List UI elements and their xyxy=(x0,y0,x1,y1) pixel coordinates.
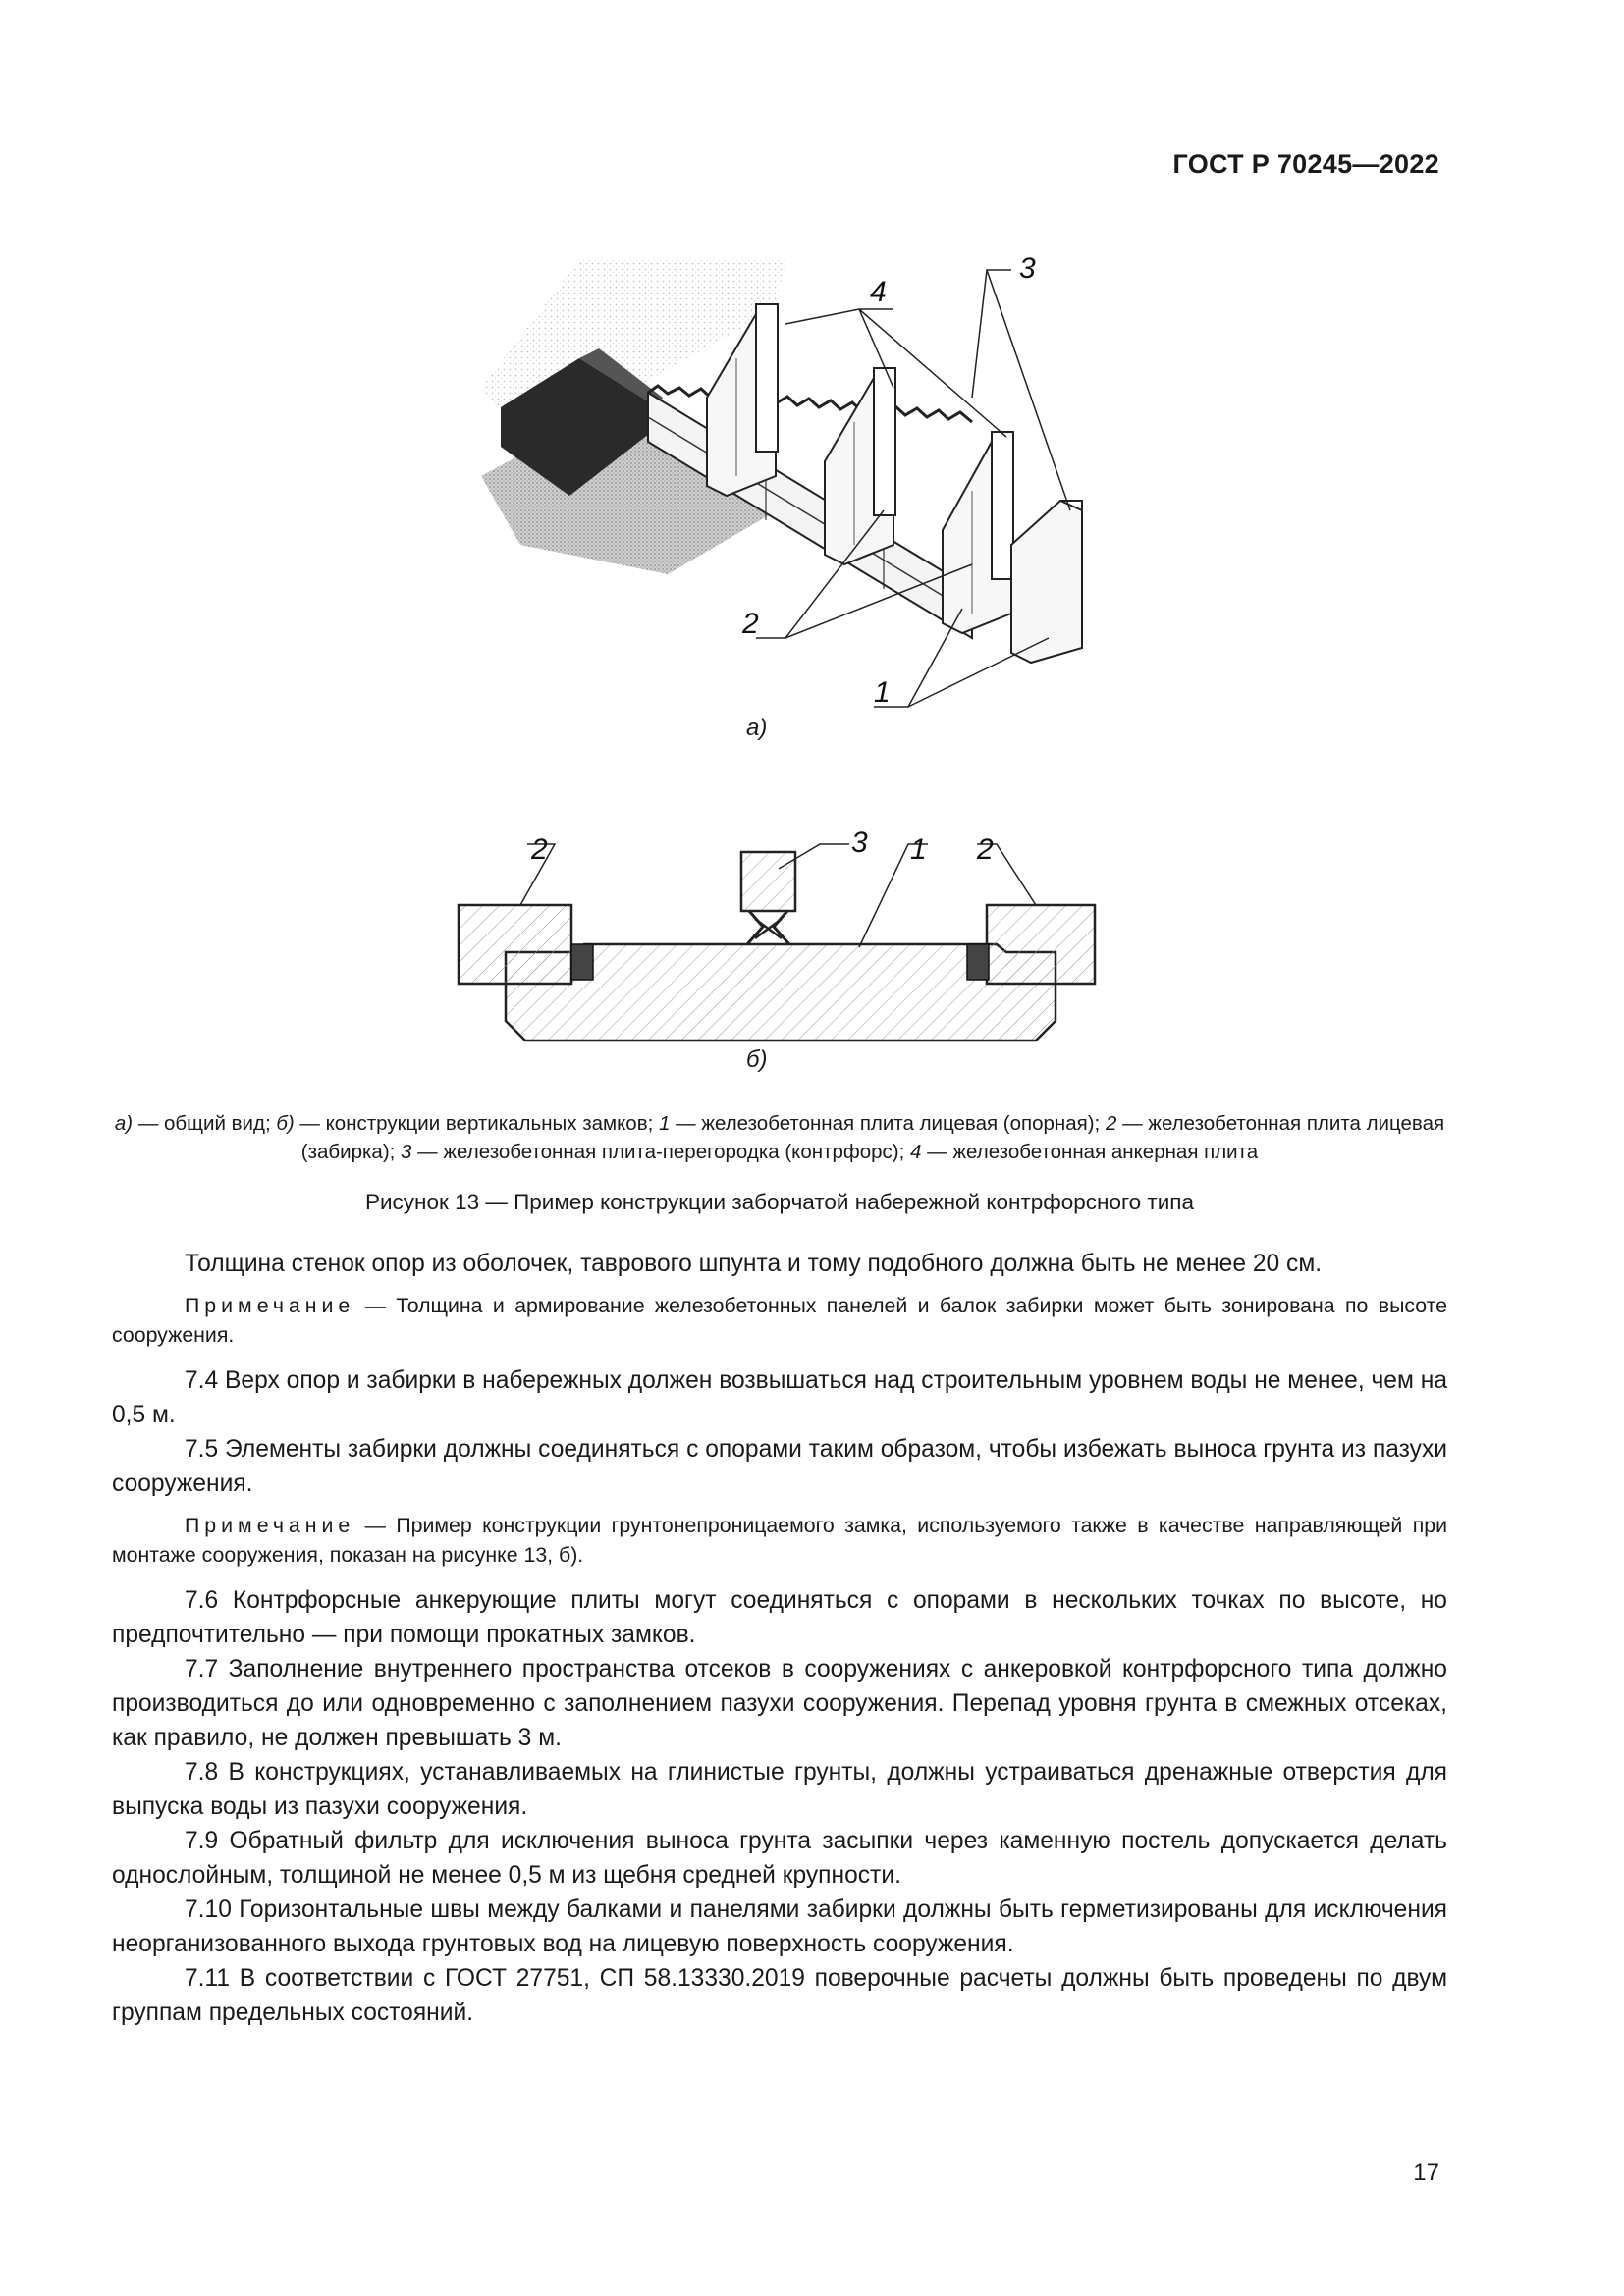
note-2 xyxy=(112,1511,1447,1570)
paragraph-7-4: 7.4 Верх опор и забирки в набережных должен возвышаться над строительным уровнем воды не менее, чем на 0,5 м. xyxy=(112,1367,1447,1428)
page-number: 17 xyxy=(1413,2160,1439,2186)
section-drawing xyxy=(459,844,1095,1041)
figure-b-lock-section xyxy=(447,825,1105,1050)
figure-a-isometric-view xyxy=(461,250,1129,721)
figure-a-label-2: 2 xyxy=(742,608,759,640)
body-text xyxy=(112,1247,1447,2030)
figure-a-caption: а) xyxy=(746,715,768,741)
figure-a-label-3: 3 xyxy=(1019,252,1036,285)
note-1-text: — Толщина и армирование железобетонных панелей и балок забирки может быть зонирована по высоте сооружения. xyxy=(112,1294,1447,1347)
paragraph-7-8: 7.8 В конструкциях, устанавливаемых на глинистые грунты, должны устраиваться дренажные отверстия для выпуска воды из пазухи сооружения. xyxy=(112,1759,1447,1820)
note-2-label: Примечание xyxy=(185,1514,355,1537)
paragraph-wall-thickness: Толщина стенок опор из оболочек, таврового шпунта и тому подобного должна быть не менее 20 см. xyxy=(185,1251,1323,1277)
paragraph-7-7: 7.7 Заполнение внутреннего пространства отсеков в сооружениях с анкеровкой контрфорсного типа должно производиться до или одновременно с заполнением пазухи сооружения. Перепад уровня грунта в смежных отсеках, как правило, не должен превышать 3 м. xyxy=(112,1656,1447,1751)
legend-text-2: — железобетонная плита лицевая (забирка); xyxy=(300,1112,1445,1163)
figure-a-label-4: 4 xyxy=(870,276,887,308)
legend-key-2: 2 xyxy=(1105,1112,1117,1135)
paragraph-7-10: 7.10 Горизонтальные швы между балками и панелями забирки должны быть герметизированы для исключения неорганизованного выхода грунтовых вод на лицевую поверхность сооружения. xyxy=(112,1896,1447,1957)
legend-text-a: — общий вид; xyxy=(133,1112,277,1135)
figure-legend xyxy=(112,1109,1447,1166)
note-1-label: Примечание xyxy=(185,1294,355,1317)
paragraph-7-9: 7.9 Обратный фильтр для исключения выноса грунта засыпки через каменную постель допускается делать однослойным, толщиной не менее 0,5 м из щебня средней крупности. xyxy=(112,1828,1447,1889)
figure-title: Рисунок 13 — Пример конструкции заборчатой набережной контрфорсного типа xyxy=(364,1190,1195,1214)
figure-b-label-2-right: 2 xyxy=(977,833,994,866)
legend-key-a: а) xyxy=(114,1112,134,1135)
legend-key-4: 4 xyxy=(910,1141,922,1163)
note-2-text: — Пример конструкции грунтонепроницаемого замка, используемого также в качестве направляющей при монтаже сооружения, показан на рисунке 13, б). xyxy=(112,1514,1447,1567)
figure-a-label-1: 1 xyxy=(874,676,891,709)
paragraph-7-5: 7.5 Элементы забирки должны соединяться с опорами таким образом, чтобы избежать выноса грунта из пазухи сооружения. xyxy=(112,1436,1447,1497)
figure-b-label-2-left: 2 xyxy=(531,833,548,866)
document-header: ГОСТ Р 70245—2022 xyxy=(1172,149,1439,179)
legend-key-b: б) xyxy=(276,1112,295,1135)
legend-text-1: — железобетонная плита лицевая (опорная); xyxy=(670,1112,1106,1135)
legend-key-1: 1 xyxy=(658,1112,671,1135)
legend-text-3: — железобетонная плита-перегородка (контрфорс); xyxy=(411,1141,911,1163)
paragraph-7-11: 7.11 В соответствии с ГОСТ 27751, СП 58.13330.2019 поверочные расчеты должны быть проведены по двум группам предельных состояний. xyxy=(112,1965,1447,2026)
legend-key-3: 3 xyxy=(401,1141,412,1163)
figure-b-label-3: 3 xyxy=(851,827,868,859)
note-1 xyxy=(112,1291,1447,1350)
figure-b-caption: б) xyxy=(746,1046,768,1073)
isometric-drawing xyxy=(481,260,1082,707)
figure-b-label-1: 1 xyxy=(910,833,927,866)
paragraph-7-6: 7.6 Контрфорсные анкерующие плиты могут соединяться с опорами в нескольких точках по высоте, но предпочтительно — при помощи прокатных замков. xyxy=(112,1587,1447,1648)
legend-text-4: — железобетонная анкерная плита xyxy=(921,1141,1259,1163)
legend-text-b: — конструкции вертикальных замков; xyxy=(294,1112,659,1135)
